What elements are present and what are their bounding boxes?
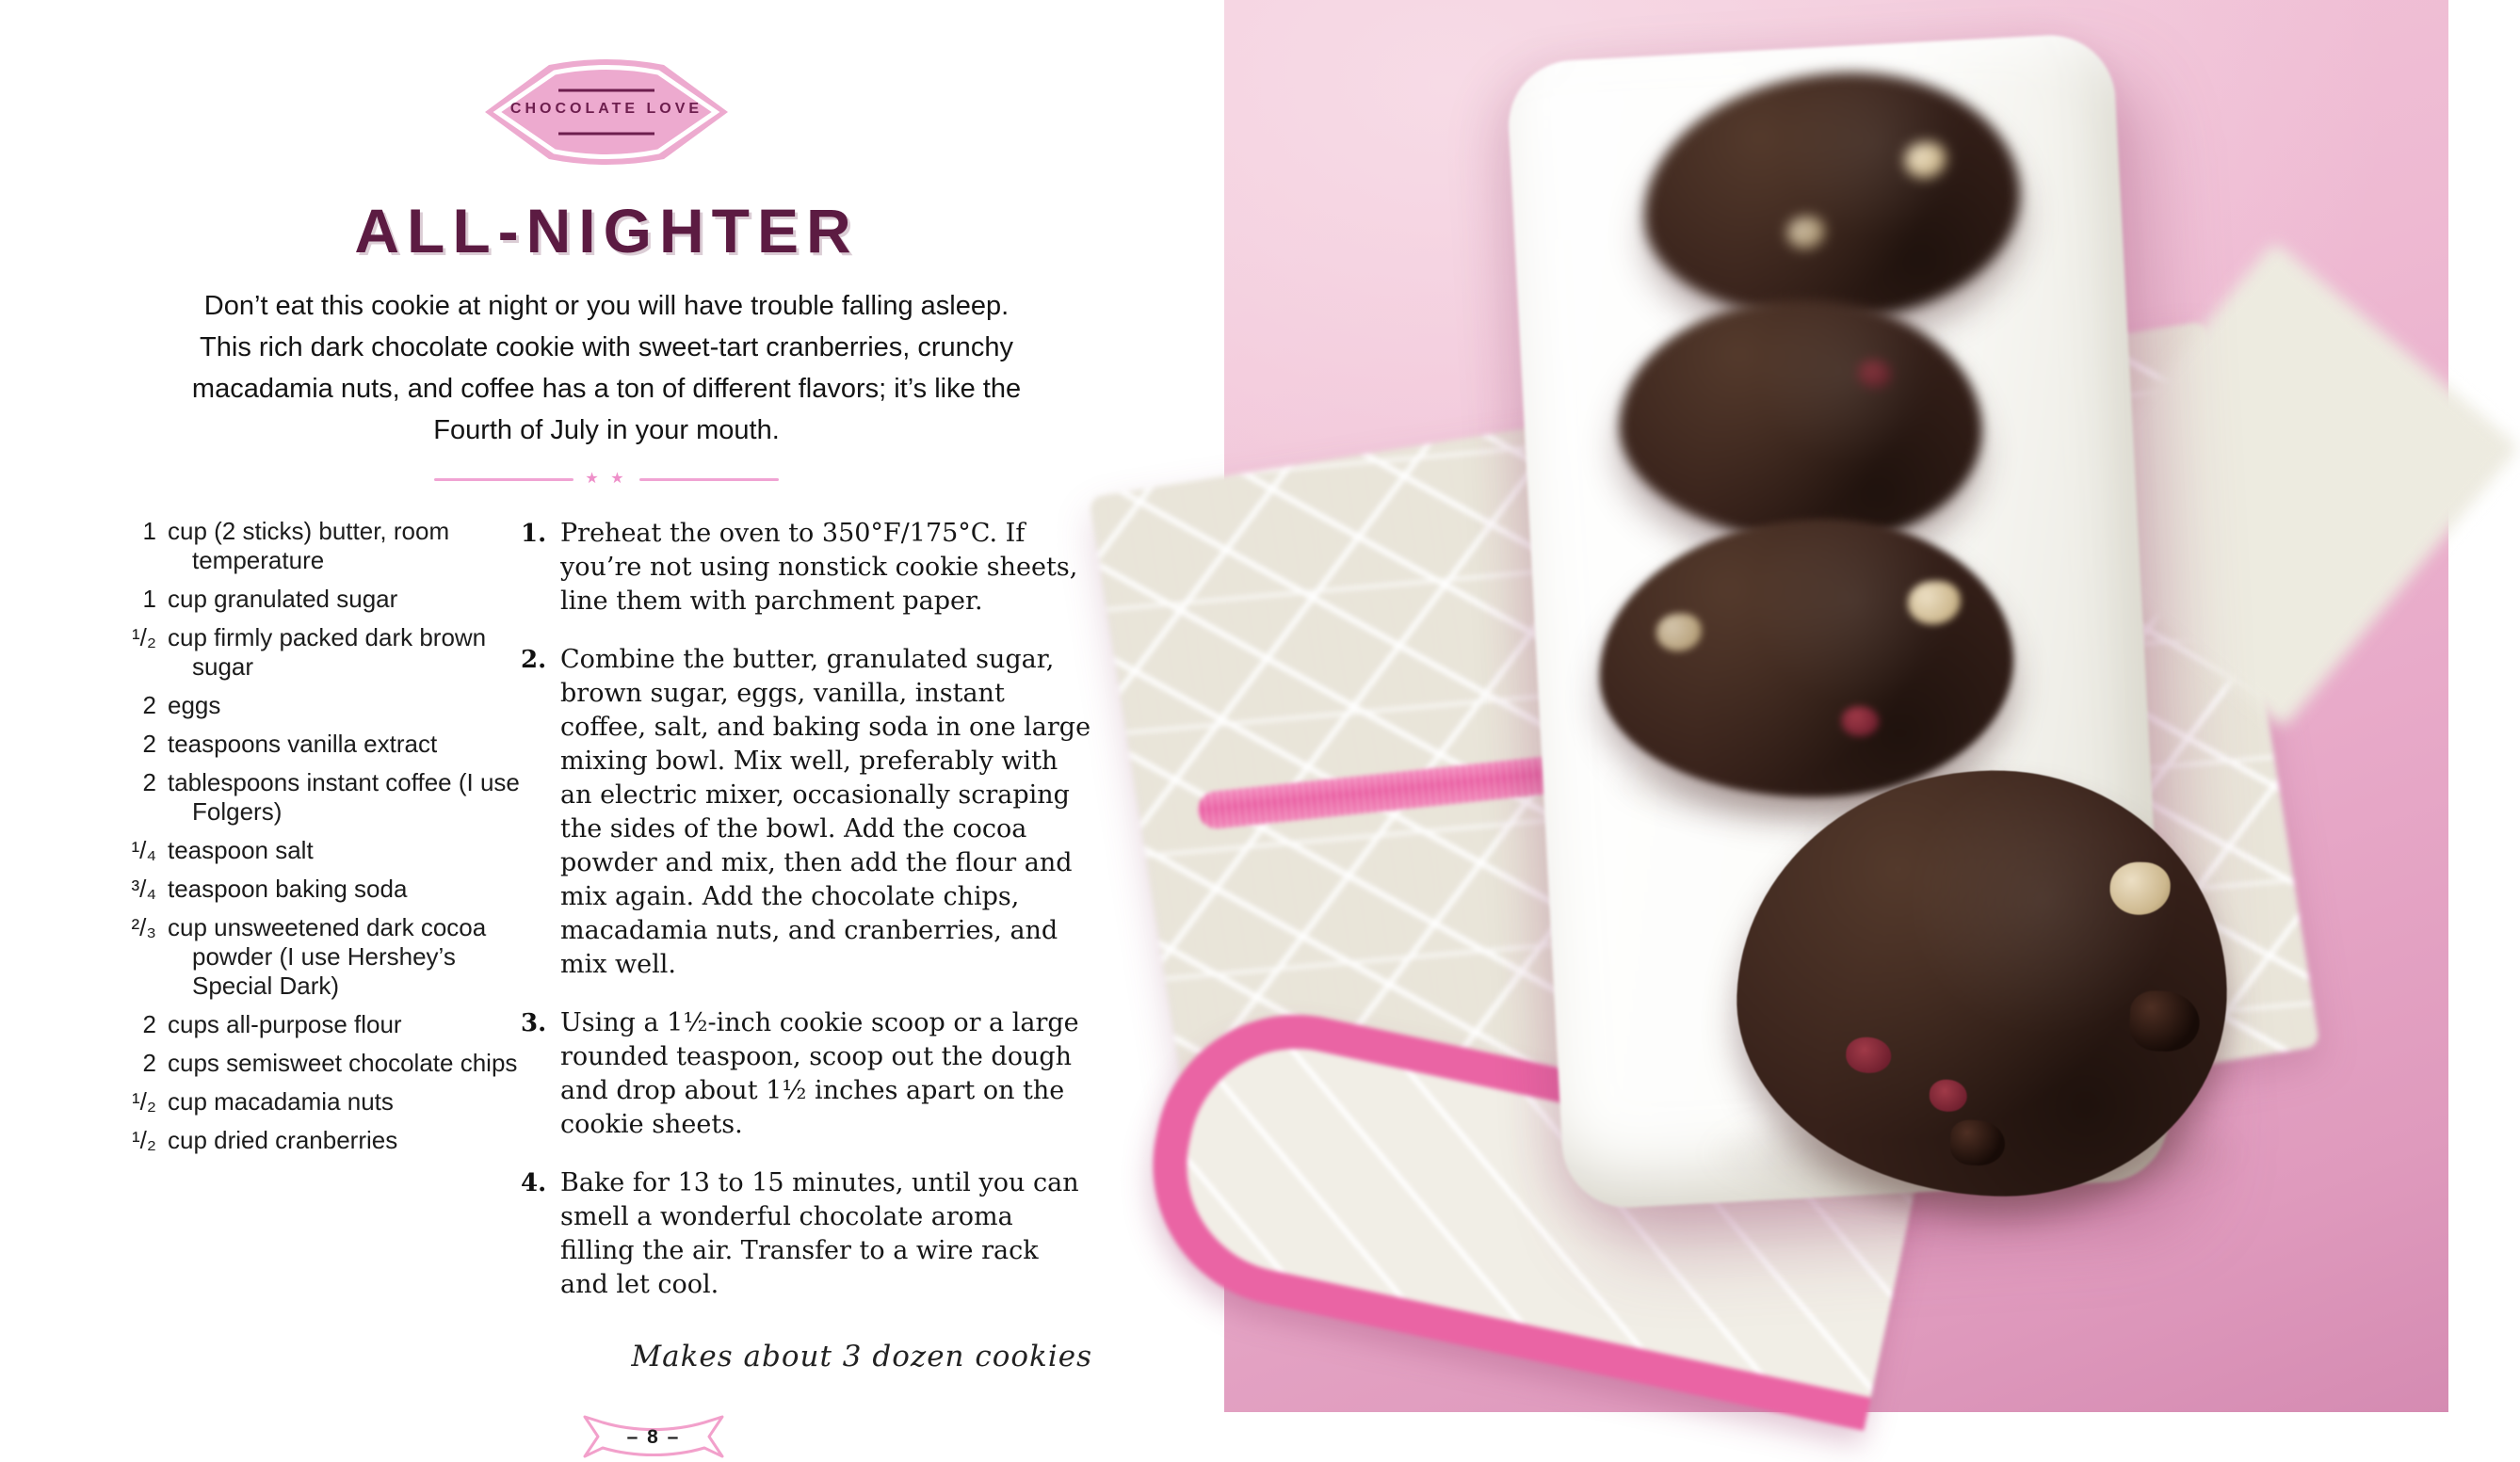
divider-line <box>434 478 573 481</box>
ingredient-item <box>121 623 521 682</box>
instruction-step <box>521 1166 1092 1302</box>
ingredient-item <box>121 1010 521 1039</box>
chapter-badge <box>483 52 730 172</box>
ingredient-quantity: 1 <box>142 585 156 613</box>
cranberry-bit <box>1846 1036 1892 1074</box>
ingredient-quantity: 1 <box>142 517 156 545</box>
ingredient-text: cup firmly packed dark brown sugar <box>168 623 487 681</box>
ingredient-quantity: 2 <box>142 691 156 719</box>
ingredient-quantity: ¹/₄ <box>131 836 156 864</box>
ingredient-quantity: 2 <box>142 768 156 796</box>
step-text: Bake for 13 to 15 minutes, until you can smell a wonderful chocolate aroma filling the air. Transfer to a wire rack and let cool. <box>560 1168 1079 1299</box>
page-number: – 8 – <box>626 1426 681 1448</box>
step-number: 3. <box>521 1009 547 1037</box>
ingredients-list <box>121 517 521 1326</box>
headnote-line: Fourth of July in your mouth. <box>433 415 780 445</box>
ingredient-text: eggs <box>168 691 221 719</box>
headnote-line: Don’t eat this cookie at night or you will have trouble falling asleep. <box>203 291 1010 321</box>
ingredient-quantity: ²/₃ <box>131 913 156 941</box>
recipe-page <box>0 0 1224 1448</box>
step-number: 2. <box>521 646 547 674</box>
ingredient-text: teaspoon salt <box>168 836 314 864</box>
badge-label: CHOCOLATE LOVE <box>509 101 703 117</box>
page-number-banner <box>580 1413 727 1462</box>
ingredient-item <box>121 730 521 759</box>
macadamia-nut <box>2109 861 2172 916</box>
step-number: 1. <box>521 520 547 548</box>
recipe-title: ALL-NIGHTER <box>354 196 859 265</box>
ingredient-item <box>121 691 521 720</box>
ingredient-item <box>121 836 521 865</box>
macadamia-nut <box>1656 613 1702 652</box>
ingredient-quantity: ¹/₂ <box>132 623 156 651</box>
ingredient-quantity: 2 <box>142 730 156 758</box>
instruction-step <box>521 517 1092 619</box>
ingredient-text: cups all-purpose flour <box>168 1010 402 1038</box>
recipe-body <box>121 517 1092 1326</box>
ingredient-text: cup granulated sugar <box>168 585 398 613</box>
ingredient-item <box>121 517 521 575</box>
ingredient-item <box>121 1087 521 1117</box>
recipe-headnote <box>121 285 1092 451</box>
chocolate-chip <box>2129 990 2201 1053</box>
ingredient-text: cup dried cranberries <box>168 1126 398 1154</box>
cranberry-bit <box>1841 705 1880 736</box>
star-divider <box>121 470 1092 489</box>
ingredient-quantity: ³/₄ <box>131 875 156 903</box>
ingredient-text: teaspoons vanilla extract <box>168 730 438 758</box>
macadamia-nut <box>1903 140 1947 179</box>
ingredient-text: cup (2 sticks) butter, room temperature <box>168 517 450 574</box>
ingredient-text: tablespoons instant coffee (I use Folgers) <box>168 768 520 826</box>
cranberry-bit <box>1857 359 1893 389</box>
step-text: Preheat the oven to 350°F/175°C. If you’re not using nonstick cookie sheets, line them with parchment paper. <box>560 519 1078 616</box>
step-text: Combine the butter, granulated sugar, brown sugar, eggs, vanilla, instant coffee, salt, and baking soda in one large mixing bowl. Mix well, preferably with an electric mixer, occasionally scraping the sides of the bowl. Add the cocoa powder and mix, then add the flour and mix again. Add the chocolate chips, macadamia nuts, and cranberries, and mix well. <box>560 645 1091 979</box>
instructions-list <box>521 517 1092 1326</box>
star-icons: ★ ★ <box>585 471 628 487</box>
step-text: Using a 1½-inch cookie scoop or a large rounded teaspoon, scoop out the dough and drop about 1½ inches apart on the cookie sheets. <box>560 1008 1079 1139</box>
ingredient-item <box>121 1126 521 1155</box>
ingredient-quantity: ¹/₂ <box>132 1126 156 1154</box>
chocolate-chip <box>1949 1119 2006 1166</box>
ingredient-text: cup unsweetened dark cocoa powder (I use Hershey’s Special Dark) <box>168 913 487 1000</box>
ingredient-quantity: ¹/₂ <box>132 1087 156 1116</box>
ingredient-item <box>121 875 521 904</box>
headnote-line: This rich dark chocolate cookie with sweet-tart cranberries, crunchy <box>200 332 1013 362</box>
ingredient-text: cups semisweet chocolate chips <box>168 1049 518 1077</box>
ingredient-item <box>121 1049 521 1078</box>
cranberry-bit <box>1929 1079 1967 1112</box>
headnote-line: macadamia nuts, and coffee has a ton of different flavors; it’s like the <box>191 374 1022 404</box>
ingredient-item <box>121 913 521 1001</box>
ingredient-quantity: 2 <box>142 1049 156 1077</box>
instruction-step <box>521 643 1092 982</box>
macadamia-nut <box>1907 580 1962 625</box>
cookie-photo <box>1224 0 2448 1412</box>
yield-note: Makes about 3 dozen cookies <box>631 1340 1092 1374</box>
ingredient-item <box>121 585 521 614</box>
step-number: 4. <box>521 1169 547 1197</box>
ingredient-quantity: 2 <box>142 1010 156 1038</box>
ingredient-text: cup macadamia nuts <box>168 1087 394 1116</box>
divider-line <box>639 478 779 481</box>
ingredient-text: teaspoon baking soda <box>168 875 408 903</box>
instruction-step <box>521 1006 1092 1142</box>
macadamia-nut <box>1785 216 1825 250</box>
ingredient-item <box>121 768 521 827</box>
